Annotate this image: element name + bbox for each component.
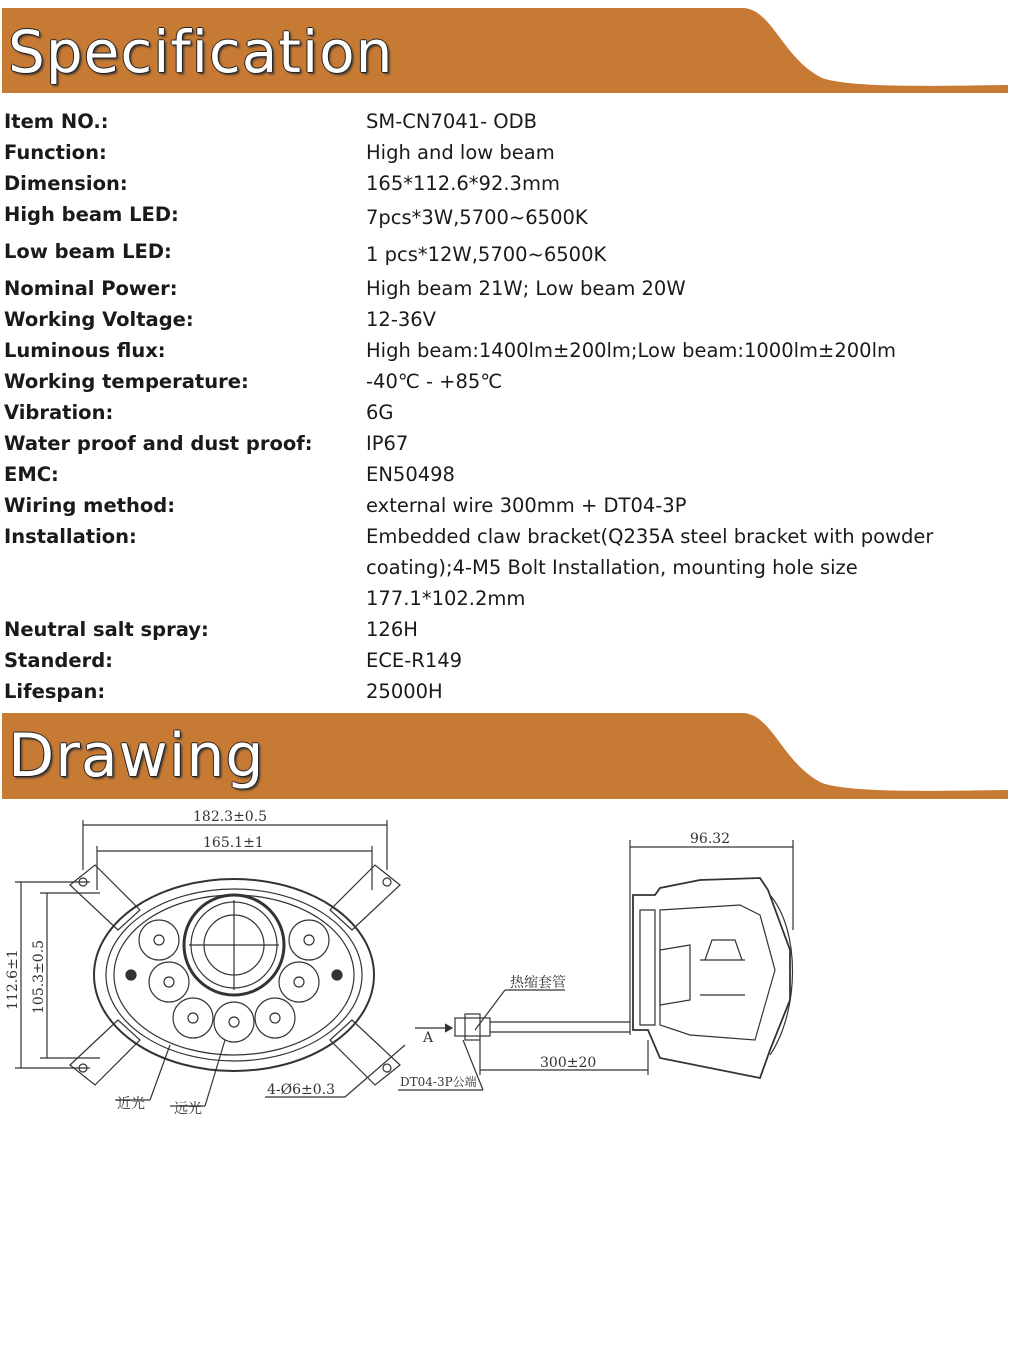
spec-label: Vibration: bbox=[4, 401, 114, 424]
label-view-a: A bbox=[423, 1030, 434, 1046]
spec-value: 126H bbox=[366, 618, 418, 641]
spec-label: Installation: bbox=[4, 525, 137, 548]
label-connector: DT04-3P公端 bbox=[400, 1075, 477, 1089]
spec-label: Nominal Power: bbox=[4, 277, 178, 300]
label-low-beam: 近光 bbox=[117, 1096, 145, 1112]
section-title-drawing: Drawing bbox=[8, 721, 265, 791]
spec-label: High beam LED: bbox=[4, 203, 179, 226]
spec-label: Luminous flux: bbox=[4, 339, 166, 362]
technical-drawing bbox=[0, 800, 1009, 1130]
spec-value: 7pcs*3W,5700~6500K bbox=[366, 206, 588, 229]
dim-wire-length: 300±20 bbox=[540, 1055, 597, 1071]
spec-value: IP67 bbox=[366, 432, 409, 455]
spec-value: external wire 300mm + DT04-3P bbox=[366, 494, 687, 517]
spec-label: Function: bbox=[4, 141, 107, 164]
spec-label: Working temperature: bbox=[4, 370, 249, 393]
spec-value: -40℃ - +85℃ bbox=[366, 370, 503, 393]
spec-label: Standerd: bbox=[4, 649, 113, 672]
spec-value: ECE-R149 bbox=[366, 649, 463, 672]
spec-value: High beam 21W; Low beam 20W bbox=[366, 277, 686, 300]
label-mounting-holes: 4-Ø6±0.3 bbox=[267, 1082, 336, 1098]
label-high-beam: 远光 bbox=[174, 1101, 202, 1117]
dim-lens-width: 165.1±1 bbox=[203, 835, 264, 851]
dim-overall-height: 112.6±1 bbox=[5, 949, 21, 1010]
spec-label: EMC: bbox=[4, 463, 59, 486]
dim-depth: 96.32 bbox=[690, 831, 731, 847]
spec-label: Item NO.: bbox=[4, 110, 109, 133]
dim-overall-width: 182.3±0.5 bbox=[193, 809, 268, 825]
spec-value: 1 pcs*12W,5700~6500K bbox=[366, 243, 607, 266]
spec-label: Water proof and dust proof: bbox=[4, 432, 313, 455]
spec-value: High beam:1400lm±200lm;Low beam:1000lm±200lm bbox=[366, 339, 896, 362]
spec-label: Dimension: bbox=[4, 172, 128, 195]
label-heat-shrink: 热缩套管 bbox=[510, 975, 566, 991]
dim-lens-height: 105.3±0.5 bbox=[31, 939, 47, 1014]
spec-value: 25000H bbox=[366, 680, 443, 703]
spec-label: Working Voltage: bbox=[4, 308, 194, 331]
spec-label: Wiring method: bbox=[4, 494, 176, 517]
spec-value: 165*112.6*92.3mm bbox=[366, 172, 560, 195]
drawing-banner bbox=[2, 713, 1008, 799]
spec-value: SM-CN7041- ODB bbox=[366, 110, 538, 133]
spec-value: 6G bbox=[366, 401, 394, 424]
spec-value: 12-36V bbox=[366, 308, 437, 331]
section-title-specification: Specification bbox=[8, 18, 394, 86]
spec-value: Embedded claw bracket(Q235A steel bracket with powder coating);4-M5 Bolt Installation, mounting hole size 177.1*102.2mm bbox=[366, 525, 934, 610]
spec-label: Low beam LED: bbox=[4, 240, 172, 263]
spec-value: EN50498 bbox=[366, 463, 455, 486]
spec-label: Neutral salt spray: bbox=[4, 618, 209, 641]
specification-banner bbox=[2, 8, 1008, 93]
spec-label: Lifespan: bbox=[4, 680, 106, 703]
spec-value: High and low beam bbox=[366, 141, 555, 164]
